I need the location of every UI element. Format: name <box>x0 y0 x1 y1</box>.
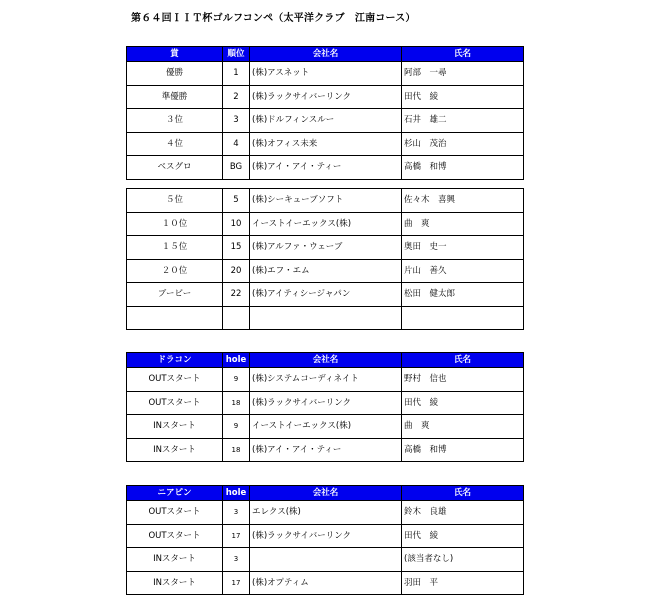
rank-cell: BG <box>223 156 250 180</box>
prize-cell: ５位 <box>127 189 223 213</box>
start-cell: INスタート <box>127 415 223 439</box>
name-cell: 石井 雄二 <box>402 109 524 133</box>
start-cell: INスタート <box>127 548 223 572</box>
table-row <box>127 109 524 133</box>
table-row <box>127 62 524 86</box>
table-row <box>127 415 524 439</box>
company-cell: (株)アスネット <box>250 62 402 86</box>
name-cell: 田代 綾 <box>402 391 524 415</box>
table-row <box>127 306 524 330</box>
dracon-header-row <box>127 353 524 368</box>
name-cell: 田代 綾 <box>402 524 524 548</box>
start-cell: INスタート <box>127 438 223 462</box>
ranking-top-body <box>127 62 524 180</box>
company-cell <box>250 306 402 330</box>
prize-cell: ２０位 <box>127 259 223 283</box>
table-row <box>127 212 524 236</box>
hole-cell: 9 <box>223 368 250 392</box>
rank-cell <box>223 306 250 330</box>
name-cell: 佐々木 喜興 <box>402 189 524 213</box>
prize-cell: ４位 <box>127 132 223 156</box>
table-row <box>127 156 524 180</box>
header-nearpin: ニアピン <box>127 486 223 501</box>
rank-cell: 10 <box>223 212 250 236</box>
header-company: 会社名 <box>250 486 402 501</box>
dracon-body <box>127 368 524 462</box>
rank-cell: 22 <box>223 283 250 307</box>
header-company: 会社名 <box>250 353 402 368</box>
table-row <box>127 368 524 392</box>
company-cell: (株)オプティム <box>250 571 402 595</box>
prize-cell: １５位 <box>127 236 223 260</box>
hole-cell: 3 <box>223 501 250 525</box>
company-cell: (株)アイティシージャパン <box>250 283 402 307</box>
ranking-table-top <box>126 46 524 180</box>
ranking-table-bottom <box>126 188 524 330</box>
table-row <box>127 391 524 415</box>
prize-cell <box>127 306 223 330</box>
hole-cell: 3 <box>223 548 250 572</box>
prize-cell: ３位 <box>127 109 223 133</box>
name-cell: (該当者なし) <box>402 548 524 572</box>
rank-cell: 15 <box>223 236 250 260</box>
start-cell: OUTスタート <box>127 524 223 548</box>
company-cell: (株)ラックサイバーリンク <box>250 85 402 109</box>
start-cell: INスタート <box>127 571 223 595</box>
table-row <box>127 236 524 260</box>
hole-cell: 17 <box>223 524 250 548</box>
company-cell: (株)アルファ・ウェーブ <box>250 236 402 260</box>
table-row <box>127 548 524 572</box>
dracon-table <box>126 352 524 462</box>
header-name: 氏名 <box>402 353 524 368</box>
name-cell: 阿部 一尋 <box>402 62 524 86</box>
nearpin-body <box>127 501 524 595</box>
hole-cell: 18 <box>223 391 250 415</box>
company-cell: (株)シーキューブソフト <box>250 189 402 213</box>
header-rank: 順位 <box>223 47 250 62</box>
company-cell <box>250 548 402 572</box>
page-title: 第６４回ＩＩＴ杯ゴルフコンペ（太平洋クラブ 江南コース） <box>131 13 416 24</box>
start-cell: OUTスタート <box>127 391 223 415</box>
company-cell: (株)ドルフィンスルー <box>250 109 402 133</box>
rank-cell: 1 <box>223 62 250 86</box>
company-cell: (株)アイ・アイ・ティー <box>250 438 402 462</box>
name-cell: 高橋 和博 <box>402 156 524 180</box>
table-row <box>127 501 524 525</box>
rank-cell: 2 <box>223 85 250 109</box>
company-cell: (株)ラックサイバーリンク <box>250 391 402 415</box>
name-cell: 片山 善久 <box>402 259 524 283</box>
rank-cell: 3 <box>223 109 250 133</box>
ranking-bottom-body <box>127 189 524 330</box>
header-prize: 賞 <box>127 47 223 62</box>
start-cell: OUTスタート <box>127 368 223 392</box>
name-cell: 曲 爽 <box>402 415 524 439</box>
name-cell: 杉山 茂治 <box>402 132 524 156</box>
name-cell: 高橋 和博 <box>402 438 524 462</box>
company-cell: エレクス(株) <box>250 501 402 525</box>
company-cell: (株)ラックサイバーリンク <box>250 524 402 548</box>
hole-cell: 17 <box>223 571 250 595</box>
prize-cell: 準優勝 <box>127 85 223 109</box>
header-dracon: ドラコン <box>127 353 223 368</box>
name-cell: 野村 信也 <box>402 368 524 392</box>
name-cell: 鈴木 良雄 <box>402 501 524 525</box>
table-row <box>127 438 524 462</box>
ranking-header-row <box>127 47 524 62</box>
table-row <box>127 524 524 548</box>
table-row <box>127 283 524 307</box>
company-cell: (株)システムコーディネイト <box>250 368 402 392</box>
company-cell: (株)アイ・アイ・ティー <box>250 156 402 180</box>
rank-cell: 20 <box>223 259 250 283</box>
prize-cell: 優勝 <box>127 62 223 86</box>
start-cell: OUTスタート <box>127 501 223 525</box>
name-cell: 田代 綾 <box>402 85 524 109</box>
header-hole: hole <box>223 486 250 501</box>
header-name: 氏名 <box>402 486 524 501</box>
name-cell <box>402 306 524 330</box>
company-cell: (株)オフィス未来 <box>250 132 402 156</box>
table-row <box>127 189 524 213</box>
prize-cell: ベスグロ <box>127 156 223 180</box>
company-cell: (株)エフ・エム <box>250 259 402 283</box>
hole-cell: 18 <box>223 438 250 462</box>
table-row <box>127 85 524 109</box>
header-company: 会社名 <box>250 47 402 62</box>
prize-cell: ブービー <box>127 283 223 307</box>
rank-cell: 4 <box>223 132 250 156</box>
nearpin-table <box>126 485 524 595</box>
name-cell: 羽田 平 <box>402 571 524 595</box>
nearpin-header-row <box>127 486 524 501</box>
company-cell: イーストイーエックス(株) <box>250 212 402 236</box>
name-cell: 曲 爽 <box>402 212 524 236</box>
name-cell: 松田 健太郎 <box>402 283 524 307</box>
rank-cell: 5 <box>223 189 250 213</box>
hole-cell: 9 <box>223 415 250 439</box>
name-cell: 奥田 史一 <box>402 236 524 260</box>
prize-cell: １０位 <box>127 212 223 236</box>
header-hole: hole <box>223 353 250 368</box>
company-cell: イーストイーエックス(株) <box>250 415 402 439</box>
table-row <box>127 132 524 156</box>
header-name: 氏名 <box>402 47 524 62</box>
table-row <box>127 571 524 595</box>
table-row <box>127 259 524 283</box>
